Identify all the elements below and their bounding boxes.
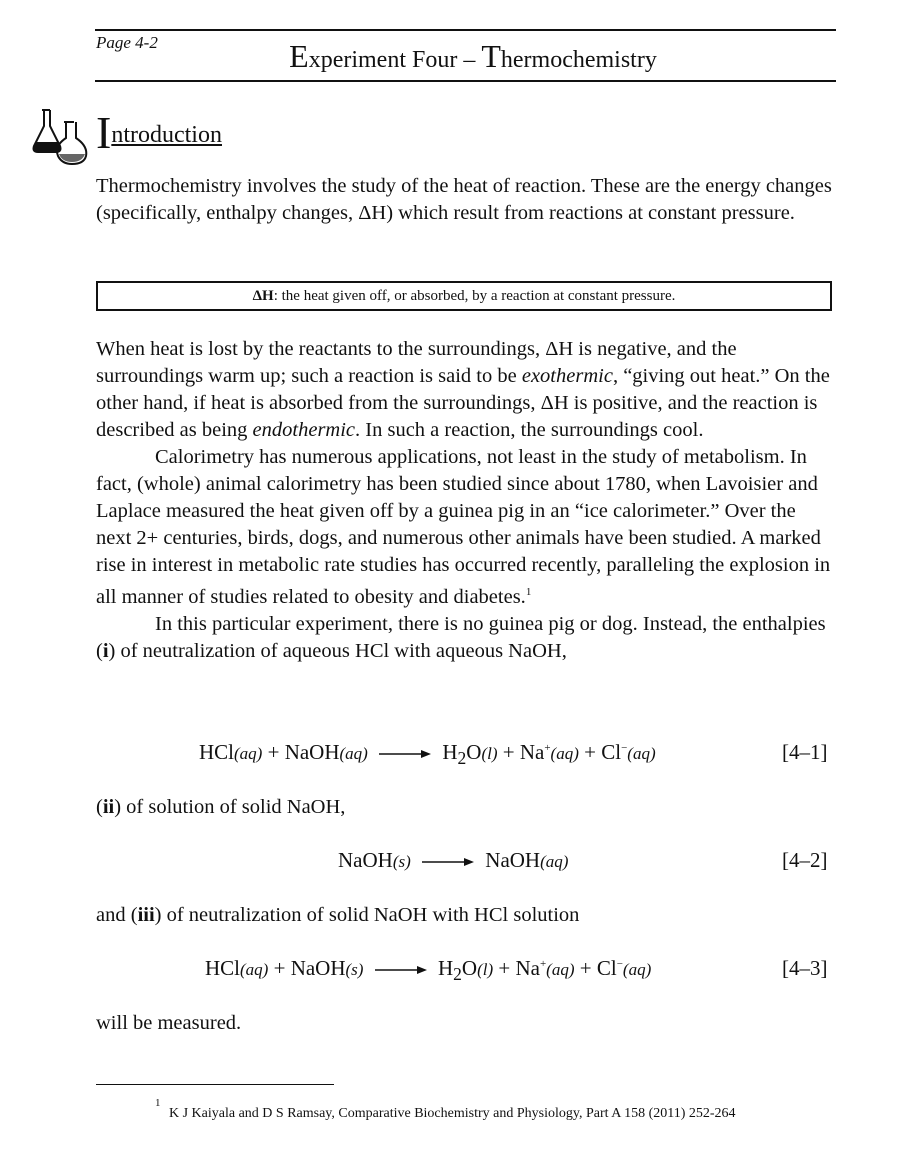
equation-4-3: HCl(aq) + NaOH(s) $H_2O(l) + Na^+(aq) + Cl^-(aq)$: [205, 956, 652, 985]
equation-number-4-1: [4–1]: [782, 740, 828, 764]
top-rule: [95, 29, 836, 31]
reaction-arrow-icon: [375, 965, 427, 975]
equation-number-4-2: [4–2]: [782, 848, 828, 872]
flask-icon: [28, 104, 92, 168]
reaction-arrow-icon: [422, 857, 474, 867]
footnote-ref: 1: [525, 586, 532, 598]
paragraph-exo-endo: When heat is lost by the reactants to the surroundings, ΔH is negative, and the surroundings warm up; such a reaction is said to be exothermic, “giving out heat.” On the other hand, if heat is absorbed from the surroundings, ΔH is positive, and the reaction is described as being endothermic. In such a reaction, the surroundings cool.: [96, 338, 830, 441]
header-bottom-rule: [95, 80, 836, 82]
main-body: [96, 336, 836, 665]
neutralization-line: and (iii) of neutralization of solid NaOH with HCl solution: [96, 904, 580, 926]
definition-box: [96, 281, 832, 311]
footnote-text: K J Kaiyala and D S Ramsay, Comparative Biochemistry and Physiology, Part A 158 (2011) 252-264: [169, 1106, 736, 1121]
closing-line: will be measured.: [96, 1012, 242, 1034]
reaction-arrow-icon: [379, 749, 431, 759]
footnote-rule: [96, 1084, 334, 1085]
equation-4-2: NaOH(s) NaOH(aq): [338, 848, 569, 872]
definition-text: : the heat given off, or absorbed, by a reaction at constant pressure.: [273, 288, 676, 304]
solution-line: (ii) of solution of solid NaOH,: [96, 796, 346, 818]
page-title: Experiment Four – Thermochemistry: [289, 38, 657, 74]
equation-number-4-3: [4–3]: [782, 956, 828, 980]
paragraph-experiment: In this particular experiment, there is no guinea pig or dog. Instead, the enthalpies (i) of neutralization of aqueous HCl with aqueous NaOH,: [96, 612, 826, 662]
paragraph-calorimetry: Calorimetry has numerous applications, not least in the study of metabolism. In fact, (whole) animal calorimetry has been studied since about 1780, when Lavoisier and Laplace measured the heat given off by a guinea pig in an “ice calorimeter.” Over the next 2+ centuries, birds, dogs, and numerous other animals have been studied. A marked rise in interest in metabolic rate studies has occurred recently, paralleling the explosion in all manner of studies related to obesity and diabetes.$^1$: [96, 446, 831, 608]
equation-4-1: HCl(aq) + NaOH(aq) $H_2O(l) + Na^+(aq) + Cl^-(aq)$: [199, 740, 656, 769]
footnote-mark: 1: [155, 1097, 161, 1109]
definition-term: ΔH: [252, 288, 274, 304]
page-label: Page 4-2: [96, 33, 158, 52]
section-heading: Introduction: [96, 107, 222, 158]
intro-paragraph: Thermochemistry involves the study of the heat of reaction. These are the energy changes (specifically, enthalpy changes, ΔH) which result from reactions at constant pressure.: [96, 175, 832, 224]
